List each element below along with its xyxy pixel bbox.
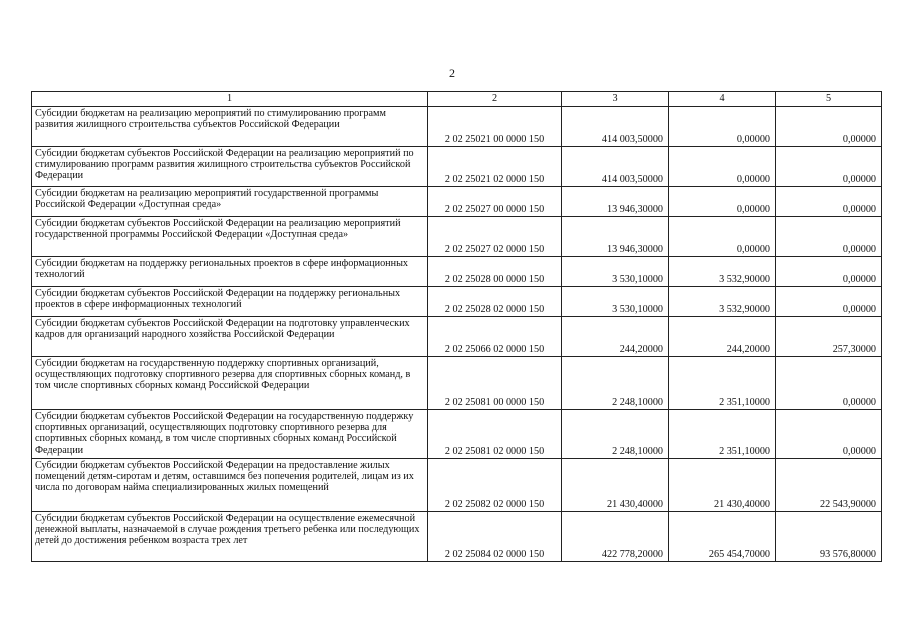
amount-year2-cell: 265 454,70000 (669, 512, 776, 562)
amount-year2-cell: 0,00000 (669, 147, 776, 187)
table-row (32, 147, 882, 187)
subsidy-name-cell: Субсидии бюджетам субъектов Российской Федерации на реализацию мероприятий по стимулированию программ развития жилищного строительства субъектов Российской Федерации (32, 147, 428, 187)
budget-table (31, 91, 882, 562)
budget-code-cell: 2 02 25021 02 0000 150 (428, 147, 562, 187)
budget-code-cell: 2 02 25027 00 0000 150 (428, 187, 562, 217)
subsidy-name-cell: Субсидии бюджетам на реализацию мероприятий государственной программы Российской Федерации «Доступная среда» (32, 187, 428, 217)
table-row (32, 107, 882, 147)
amount-year1-cell: 414 003,50000 (562, 147, 669, 187)
page-number: 2 (449, 66, 455, 80)
amount-year2-cell: 244,20000 (669, 317, 776, 357)
budget-code-cell: 2 02 25082 02 0000 150 (428, 459, 562, 512)
budget-code-cell: 2 02 25027 02 0000 150 (428, 217, 562, 257)
amount-year2-cell: 0,00000 (669, 187, 776, 217)
subsidy-name-cell: Субсидии бюджетам на реализацию мероприятий по стимулированию программ развития жилищного строительства субъектов Российской Федерации (32, 107, 428, 147)
amount-year1-cell: 13 946,30000 (562, 187, 669, 217)
amount-year2-cell: 21 430,40000 (669, 459, 776, 512)
subsidy-name-cell: Субсидии бюджетам субъектов Российской Федерации на осуществление ежемесячной денежной выплаты, назначаемой в случае рождения третьего ребенка или последующих детей до достижения ребенком возраста трех лет (32, 512, 428, 562)
column-header-4: 4 (669, 92, 776, 107)
table-row (32, 217, 882, 257)
subsidy-name-cell: Субсидии бюджетам субъектов Российской Федерации на подготовку управленческих кадров для организаций народного хозяйства Российской Федерации (32, 317, 428, 357)
amount-year1-cell: 3 530,10000 (562, 287, 669, 317)
budget-code-cell: 2 02 25084 02 0000 150 (428, 512, 562, 562)
subsidy-name-cell: Субсидии бюджетам субъектов Российской Федерации на государственную поддержку спортивных организаций, осуществляющих подготовку спортивного резерва для спортивных сборных команд, в том числе спортивных сборных команд Российской Федерации (32, 410, 428, 459)
subsidy-name-cell: Субсидии бюджетам субъектов Российской Федерации на поддержку региональных проектов в сфере информационных технологий (32, 287, 428, 317)
amount-year1-cell: 13 946,30000 (562, 217, 669, 257)
amount-year3-cell: 257,30000 (776, 317, 882, 357)
column-header-3: 3 (562, 92, 669, 107)
amount-year3-cell: 0,00000 (776, 410, 882, 459)
amount-year1-cell: 21 430,40000 (562, 459, 669, 512)
amount-year2-cell: 2 351,10000 (669, 410, 776, 459)
column-header-5: 5 (776, 92, 882, 107)
amount-year2-cell: 3 532,90000 (669, 287, 776, 317)
amount-year1-cell: 244,20000 (562, 317, 669, 357)
amount-year1-cell: 2 248,10000 (562, 357, 669, 410)
amount-year3-cell: 0,00000 (776, 217, 882, 257)
column-header-1: 1 (32, 92, 428, 107)
table-row (32, 410, 882, 459)
amount-year3-cell: 93 576,80000 (776, 512, 882, 562)
table-header-row (32, 92, 882, 107)
amount-year3-cell: 0,00000 (776, 257, 882, 287)
budget-code-cell: 2 02 25066 02 0000 150 (428, 317, 562, 357)
amount-year3-cell: 0,00000 (776, 287, 882, 317)
amount-year1-cell: 422 778,20000 (562, 512, 669, 562)
budget-code-cell: 2 02 25028 02 0000 150 (428, 287, 562, 317)
table-row (32, 187, 882, 217)
table-row (32, 512, 882, 562)
amount-year1-cell: 3 530,10000 (562, 257, 669, 287)
budget-code-cell: 2 02 25081 02 0000 150 (428, 410, 562, 459)
amount-year1-cell: 2 248,10000 (562, 410, 669, 459)
column-header-2: 2 (428, 92, 562, 107)
budget-code-cell: 2 02 25081 00 0000 150 (428, 357, 562, 410)
table-row (32, 357, 882, 410)
amount-year2-cell: 0,00000 (669, 217, 776, 257)
table-row (32, 287, 882, 317)
budget-code-cell: 2 02 25028 00 0000 150 (428, 257, 562, 287)
amount-year3-cell: 22 543,90000 (776, 459, 882, 512)
subsidy-name-cell: Субсидии бюджетам на поддержку региональных проектов в сфере информационных технологий (32, 257, 428, 287)
table-row (32, 317, 882, 357)
table-row (32, 257, 882, 287)
amount-year2-cell: 3 532,90000 (669, 257, 776, 287)
budget-code-cell: 2 02 25021 00 0000 150 (428, 107, 562, 147)
amount-year2-cell: 2 351,10000 (669, 357, 776, 410)
amount-year3-cell: 0,00000 (776, 357, 882, 410)
subsidy-name-cell: Субсидии бюджетам субъектов Российской Федерации на предоставление жилых помещений детям-сиротам и детям, оставшимся без попечения родителей, лицам из их числа по договорам найма специализированных жилых помещений (32, 459, 428, 512)
amount-year3-cell: 0,00000 (776, 147, 882, 187)
amount-year3-cell: 0,00000 (776, 187, 882, 217)
amount-year3-cell: 0,00000 (776, 107, 882, 147)
amount-year2-cell: 0,00000 (669, 107, 776, 147)
table-row (32, 459, 882, 512)
subsidy-name-cell: Субсидии бюджетам на государственную поддержку спортивных организаций, осуществляющих подготовку спортивного резерва для спортивных сборных команд, в том числе спортивных сборных команд Российской Федерации (32, 357, 428, 410)
amount-year1-cell: 414 003,50000 (562, 107, 669, 147)
subsidy-name-cell: Субсидии бюджетам субъектов Российской Федерации на реализацию мероприятий государственной программы Российской Федерации «Доступная среда» (32, 217, 428, 257)
